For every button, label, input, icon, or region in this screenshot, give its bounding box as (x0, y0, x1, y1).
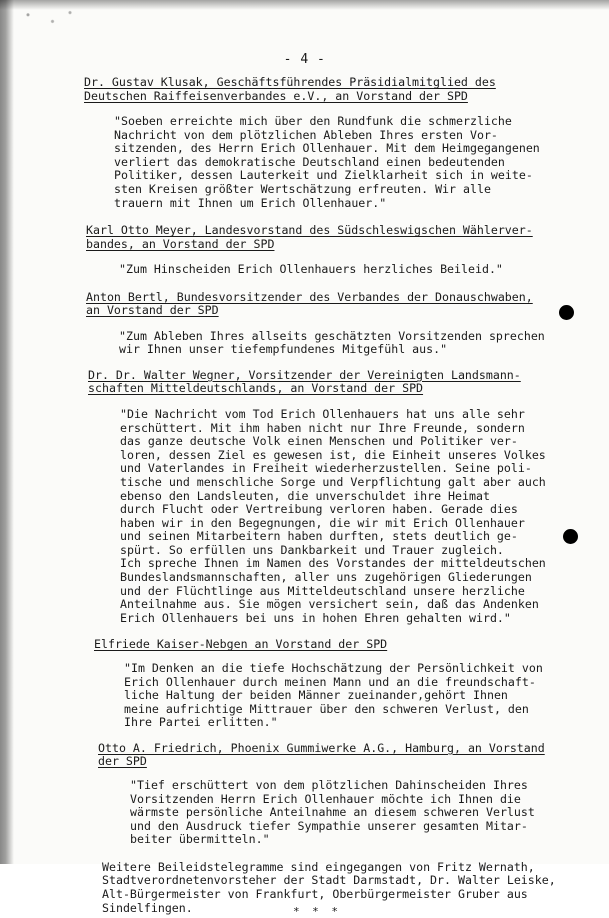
entry-quote: "Im Denken an die tiefe Hochschätzung der Persönlichkeit von Erich Ollenhauer durch meinen Mann und an die freundschaft- liche Haltung der beiden Männer zueinander,gehört Ihnen meine aufrichtige Mittrauer über den schweren Verlust, den Ihre Partei erlitten." (124, 660, 543, 730)
page-number: - 4 - (283, 52, 326, 67)
entry-heading: Otto A. Friedrich, Phoenix Gummiwerke A.G., Hamburg, an Vorstand der SPD (98, 740, 545, 769)
entry-quote: "Die Nachricht vom Tod Erich Ollenhauers hat uns alle sehr erschüttert. Mit ihm haben nicht nur Ihre Freunde, sondern das ganze deutsche Volk einen Menschen und Politiker ver- loren, dessen Ziel es gewesen ist, die Einheit unseres Volkes und Vaterlandes in Freiheit wiederherzustellen. Seine poli- tische und menschliche Sorge und Verpflichtung galt aber auch ebenso den Landsleuten, die unverschuldet ihre Heimat durch Flucht oder Vertreibung verloren haben. Gerade dies haben wir in den Begegnungen, die wir mit Erich Ollenhauer und seinen Mitarbeitern haben durften, stets deutlich ge- spürt. So erfüllen uns Dankbarkeit und Trauer zugleich. Ich spreche Ihnen im Namen des Vorstandes der mitteldeutschen Bundeslandsmannschaften, aller uns zugehörigen Gliederungen und der Flüchtlinge aus Mitteldeutschland unsere herzliche Anteilnahme aus. Sie mögen versichert sein, daß das Andenken Erich Ollenhauers bei uns in hohen Ehren gehalten wird." (120, 406, 546, 625)
telegram-entry (88, 369, 579, 626)
scan-edge-left (0, 0, 14, 864)
telegram-entry (98, 742, 579, 847)
entry-quote: "Soeben erreichte mich über den Rundfunk die schmerzliche Nachricht von dem plötzlichen Ableben Ihres ersten Vor- sitzenden, des Herrn Erich Ollenhauer. Mit dem Heimgegangenen verliert das demokratische Deutschland einen bedeutenden Politiker, dessen Lauterkeit und Zielklarheit sich in weite- sten Kreisen größter Wertschätzung erfreuten. Wir alle trauern mit Ihnen um Erich Ollenhauer." (114, 114, 540, 210)
telegram-entry (86, 291, 579, 357)
scan-edge-top (0, 0, 609, 10)
scan-specks (14, 6, 84, 28)
entry-heading: Dr. Gustav Klusak, Geschäftsführendes Präsidialmitglied des Deutschen Raiffeisenverbandes e.V., an Vorstand der SPD (84, 75, 496, 103)
entry-heading: Elfriede Kaiser-Nebgen an Vorstand der SPD (94, 637, 388, 652)
document-body (84, 76, 579, 917)
entry-quote: "Zum Ableben Ihres allseits geschätzten Vorsitzenden sprechen wir Ihnen unser tiefempfundenes Mitgefühl aus." (119, 328, 545, 357)
end-mark: * * * (292, 905, 342, 918)
telegram-entry (94, 638, 579, 729)
entry-heading: Karl Otto Meyer, Landesvorstand des Südschleswigschen Wählerver- bandes, an Vorstand der SPD (86, 223, 533, 251)
entry-quote: "Tief erschüttert von dem plötzlichen Dahinscheiden Ihres Vorsitzenden Herrn Erich Ollenhauer möchte ich Ihnen die wärmste persönliche Anteilnahme an diesem schweren Verlust und den Ausdruck tiefer Sympathie unserer gesamten Mitar- beiter übermitteln." (130, 777, 535, 847)
entry-quote: "Zum Hinscheiden Erich Ollenhauers herzliches Beileid." (119, 262, 503, 277)
telegram-entry (86, 224, 579, 277)
closing-paragraph-block (102, 861, 579, 917)
closing-paragraph: Weitere Beileidstelegramme sind eingegangen von Fritz Wernath, Stadtverordnetenvorsteher der Stadt Darmstadt, Dr. Walter Leiske, Alt-Bürgermeister von Frankfurt, Oberbürgermeister Gruber aus Sindelfingen. (102, 859, 556, 915)
entry-heading: Dr. Dr. Walter Wegner, Vorsitzender der Vereinigten Landsmann- schaften Mitteldeutschlands, an Vorstand der SPD (88, 367, 521, 396)
telegram-entry (84, 76, 579, 210)
entry-heading: Anton Bertl, Bundesvorsitzender des Verbandes der Donauschwaben, an Vorstand der SPD (86, 289, 533, 318)
